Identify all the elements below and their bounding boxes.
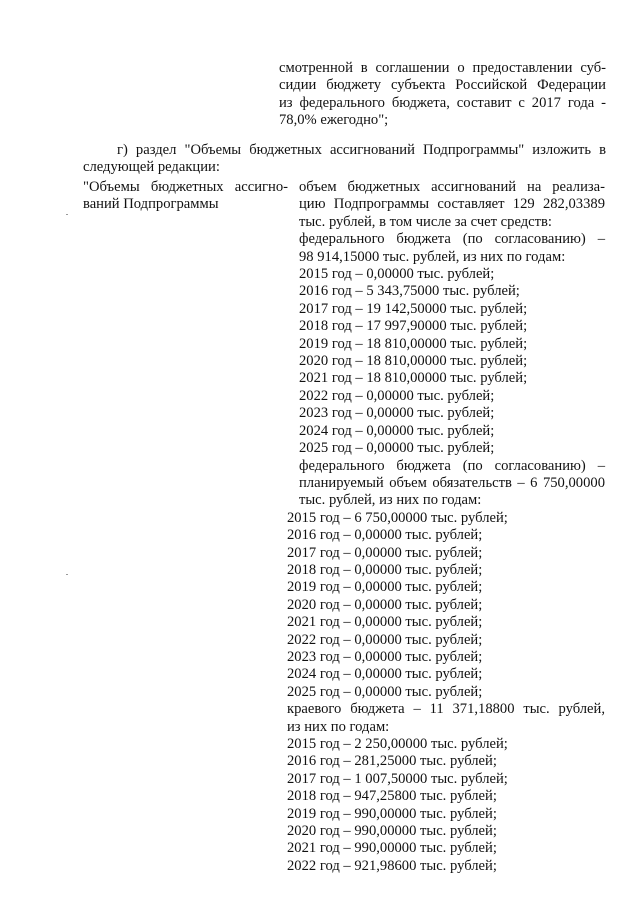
text-line: сидии бюджету субъекта Российской Федерации (279, 77, 606, 94)
intro-line: цию Подпрограммы составляет 129 282,03389 (299, 196, 605, 213)
table-right-content (287, 179, 605, 875)
obligations-year-line: 2025 год – 0,00000 тыс. рублей; (287, 683, 483, 700)
obligations-year-line: 2020 год – 0,00000 тыс. рублей; (287, 596, 483, 613)
regional-year-line: 2015 год – 2 250,00000 тыс. рублей; (287, 736, 508, 752)
paragraph-line: следующей редакции: (83, 159, 220, 176)
federal-year-line: 2019 год – 18 810,00000 тыс. рублей; (299, 335, 528, 352)
table-left-label (83, 179, 288, 214)
regional-year-line: 2017 год – 1 007,50000 тыс. рублей; (287, 770, 508, 787)
regional-heading-line: краевого бюджета – 11 371,18800 тыс. рублей, (287, 701, 605, 718)
obligations-year-line: 2024 год – 0,00000 тыс. рублей; (287, 666, 483, 683)
amendment-paragraph-g (83, 142, 606, 177)
obligations-heading-line: тыс. рублей, из них по годам: (299, 492, 482, 509)
regional-year-line: 2019 год – 990,00000 тыс. рублей; (287, 805, 497, 822)
regional-year-line: 2022 год – 921,98600 тыс. рублей; (287, 857, 497, 874)
regional-year-line: 2016 год – 281,25000 тыс. рублей; (287, 753, 497, 770)
obligations-heading-line: планируемый объем обязательств – 6 750,00000 (299, 474, 605, 491)
label-line: ваний Подпрограммы (83, 196, 219, 213)
continuation-text (279, 60, 606, 130)
obligations-year-line: 2018 год – 0,00000 тыс. рублей; (287, 561, 483, 578)
paragraph-line: г) раздел "Объемы бюджетных ассигнований Подпрограммы" изложить в (117, 142, 606, 158)
regional-heading-line: из них по годам: (287, 718, 390, 735)
intro-line: тыс. рублей, в том числе за счет средств: (299, 213, 552, 230)
federal-heading-line: 98 914,15000 тыс. рублей, из них по годам: (299, 248, 566, 265)
regional-year-line: 2020 год – 990,00000 тыс. рублей; (287, 823, 497, 840)
scan-margin-mark (66, 214, 68, 215)
obligations-year-line: 2023 год – 0,00000 тыс. рублей; (287, 648, 483, 665)
federal-year-line: 2020 год – 18 810,00000 тыс. рублей; (299, 353, 528, 370)
obligations-year-line: 2022 год – 0,00000 тыс. рублей; (287, 631, 483, 648)
obligations-year-line: 2021 год – 0,00000 тыс. рублей; (287, 614, 483, 631)
federal-year-line: 2022 год – 0,00000 тыс. рублей; (299, 387, 495, 404)
federal-year-line: 2017 год – 19 142,50000 тыс. рублей; (299, 300, 528, 317)
scan-margin-mark (66, 574, 68, 575)
text-line: из федерального бюджета, составит с 2017 года - (279, 94, 606, 111)
federal-year-line: 2021 год – 18 810,00000 тыс. рублей; (299, 370, 528, 387)
regional-year-line: 2021 год – 990,00000 тыс. рублей; (287, 840, 497, 857)
obligations-heading-line: федерального бюджета (по согласованию) – (299, 457, 605, 474)
obligations-year-line: 2019 год – 0,00000 тыс. рублей; (287, 579, 483, 596)
federal-year-line: 2025 год – 0,00000 тыс. рублей; (299, 440, 495, 457)
text-line: смотренной в соглашении о предоставлении суб- (279, 60, 606, 76)
obligations-year-line: 2016 год – 0,00000 тыс. рублей; (287, 527, 483, 544)
obligations-year-line: 2015 год – 6 750,00000 тыс. рублей; (287, 509, 508, 526)
intro-line: объем бюджетных ассигнований на реализа- (299, 179, 605, 195)
regional-year-line: 2018 год – 947,25800 тыс. рублей; (287, 788, 497, 805)
federal-year-line: 2018 год – 17 997,90000 тыс. рублей; (299, 318, 528, 335)
text-line: 78,0% ежегодно"; (279, 112, 389, 129)
federal-year-line: 2016 год – 5 343,75000 тыс. рублей; (299, 283, 520, 300)
federal-year-line: 2015 год – 0,00000 тыс. рублей; (299, 266, 495, 283)
federal-year-line: 2023 год – 0,00000 тыс. рублей; (299, 405, 495, 422)
obligations-year-line: 2017 год – 0,00000 тыс. рублей; (287, 544, 483, 561)
federal-heading-line: федерального бюджета (по согласованию) – (299, 231, 605, 248)
label-line: "Объемы бюджетных ассигно- (83, 179, 288, 195)
federal-year-line: 2024 год – 0,00000 тыс. рублей; (299, 422, 495, 439)
